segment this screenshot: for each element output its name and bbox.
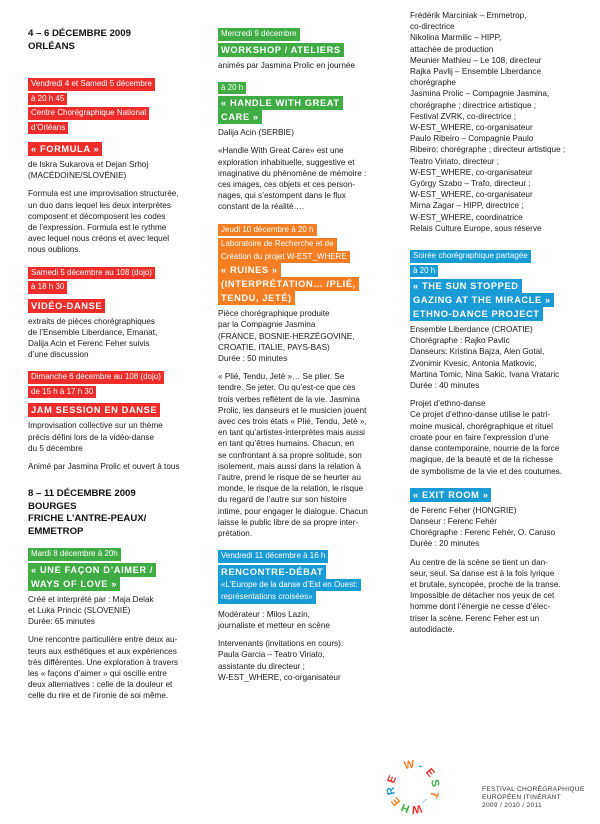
ruines-desc: se confrontant à sa propre solitude, son: [218, 450, 362, 460]
jam-desc: précis défini lors de la vidéo-danse: [28, 432, 155, 442]
ruines-desc: isolement, mais aussi dans la relation à: [218, 461, 361, 471]
speaker-line: Nikolina Marmilic – HIPP,: [410, 33, 502, 43]
exit-credit: Chorégraphe : Ferenc Fehér, O. Caruso: [410, 528, 556, 538]
logo-letter: W: [403, 758, 416, 773]
ruines-tag-line: Création du projet W-EST_WHERE: [218, 251, 350, 264]
rencontre-subtitle: représentations croisées»: [218, 591, 316, 604]
sun-title: GAZING AT THE MIRACLE »: [410, 293, 554, 307]
orleans-dates: 4 – 6 DÉCEMBRE 2009: [28, 28, 131, 39]
jam-desc: Improvisation collective sur un thème: [28, 421, 163, 431]
rencontre-event: [218, 550, 390, 683]
handle-desc: nages, qui s’estompent dans le flux: [218, 191, 346, 201]
formula-credit: (MACÉDOINE/SLOVÉNIE): [28, 171, 127, 181]
bourges-city: BOURGES: [28, 500, 77, 512]
rencontre-speaker: assistante du directeur ;: [218, 661, 305, 671]
logo-letter: S: [428, 778, 442, 788]
video-tag-line: à 18 h 30: [28, 281, 67, 294]
sun-tag-line: Soirée chorégraphique partagée: [410, 250, 531, 263]
ruines-desc: en tant qu’êtres humains. Chacun, en: [218, 439, 355, 449]
handle-tag: à 20 h: [218, 82, 246, 95]
video-tag-line: Samedi 5 décembre au 108 (dojo): [28, 267, 155, 280]
ruines-desc: tendre. Se jeter. Ou qu’est-ce que ces: [218, 383, 356, 393]
ruines-title: TENDU, JETÉ): [218, 291, 295, 305]
speaker-line: Festival ZVRK, co-directrice ;: [410, 111, 517, 121]
exit-desc: et brutale, syncopée, proche de la transe.: [410, 579, 561, 589]
speakers-list: [410, 10, 582, 234]
workshop-title: WORKSHOP / ATELIERS: [218, 43, 344, 57]
jam-tag-line: de 15 h à 17 h 30: [28, 386, 96, 399]
facon-desc: teurs aux esthétiques et aux expériences: [28, 646, 177, 656]
orleans-city: ORLÉANS: [28, 40, 75, 52]
exit-desc: seur, seul. Sa danse est à la fois lyrique: [410, 568, 555, 578]
sun-credit: Martina Tomic, Nina Sakic, Ivana Vrataric: [410, 369, 560, 379]
ruines-credit: par la Compagnie Jasmina: [218, 320, 316, 330]
ruines-event: [218, 224, 390, 540]
bourges-dates: 8 – 11 DÉCEMBRE 2009: [28, 488, 136, 500]
bourges-header: [28, 488, 200, 538]
footer-line: 2009 / 2010 / 2011: [482, 802, 542, 810]
sun-title: ETHNO-DANCE PROJECT: [410, 307, 543, 321]
facon-desc: Une rencontre particulière entre deux au-: [28, 635, 178, 645]
facon-title: WAYS OF LOVE »: [28, 577, 120, 591]
ruines-credit: Durée : 50 minutes: [218, 353, 288, 363]
sun-title: « THE SUN STOPPED: [410, 279, 522, 293]
ruines-credit: (FRANCE, BOSNIE-HERZÉGOVINE,: [218, 331, 355, 341]
column-right: [410, 10, 582, 635]
logo-letter: H: [399, 800, 412, 815]
video-title: VIDÉO-DANSE: [28, 299, 105, 313]
sun-desc: Projet d’ethno-danse: [410, 399, 486, 409]
speaker-line: Relais Culture Europe, sous réserve: [410, 223, 542, 233]
video-desc: Dalija Acin et Ferenc Feher suivis: [28, 339, 150, 349]
ruines-desc: l’autre, prend le risque de se heurter au: [218, 472, 361, 482]
jam-title: JAM SESSION EN DANSE: [28, 403, 160, 417]
sun-desc: de symbolisme de la vie et des coutumes.: [410, 466, 562, 476]
sun-tag-line: à 20 h: [410, 265, 438, 278]
ruines-desc: en tant qu’artistes-interprètes mais aussi: [218, 428, 365, 438]
exit-title: « EXIT ROOM »: [410, 488, 491, 502]
ruines-credit: Pièce chorégraphique produite: [218, 309, 330, 319]
jam-tag-line: Dimanche 6 décembre au 108 (dojo): [28, 371, 164, 384]
formula-desc: avec lequel nous créons et avec lequel: [28, 234, 170, 244]
ruines-credit: CROATIE, ITALIE, PAYS-BAS): [218, 342, 330, 352]
speaker-line: Teatro Viriato, directeur ;: [410, 156, 500, 166]
rencontre-tag: Vendredi 11 décembre à 16 h: [218, 550, 328, 563]
sun-credit: Zvonimir Kvesic, Antonia Matkovic,: [410, 358, 537, 368]
logo-letter: W: [410, 801, 423, 816]
logo-letter: E: [422, 766, 437, 780]
speaker-line: chorégraphe: [410, 78, 456, 88]
orleans-header: [28, 28, 200, 53]
formula-tag-line: Vendredi 4 et Samedi 5 décembre: [28, 78, 155, 91]
video-desc: extraits de pièces chorégraphiques: [28, 316, 155, 326]
ruines-desc: Prolic, les danseurs et le musicien jouent: [218, 405, 367, 415]
ruines-desc: monde, le risque de la relation, le risque: [218, 484, 364, 494]
formula-desc: de l’expression. Formula est le rythme: [28, 223, 167, 233]
speaker-line: W-EST_WHERE, coordinatrice: [410, 212, 523, 222]
ruines-desc: du regard de l’autre sur son histoire: [218, 495, 347, 505]
sun-desc: danse contemporaine, nourrie de la force: [410, 444, 560, 454]
speaker-line: György Szabo – Trafo, directeur ;: [410, 179, 531, 189]
handle-desc: imaginative du phénomène de mémoire :: [218, 168, 367, 178]
workshop-desc: animés par Jasmina Prolic en journée: [218, 60, 355, 70]
ruines-desc: intime, pour engager le dialogue. Chacun: [218, 506, 368, 516]
rencontre-speaker: W-EST_WHERE, co-organisateur: [218, 672, 341, 682]
speaker-line: Meunier Mathieu – Le 108, directeur: [410, 55, 542, 65]
speaker-line: Jasmina Prolic – Compagnie Jasmina,: [410, 89, 550, 99]
exit-credit: Danseur : Ferenc Fehér: [410, 516, 497, 526]
formula-tag-line: à 20 h 45: [28, 93, 67, 106]
handle-title: « HANDLE WITH GREAT: [218, 96, 343, 110]
handle-desc: exploration inhabituelle, suggestive et: [218, 157, 355, 167]
sun-event: [410, 250, 582, 477]
facon-desc: deux alternatives : celle de la douleur et: [28, 680, 173, 690]
facon-desc: les « façons d’aimer » qui oscille entre: [28, 668, 167, 678]
sun-desc: magique, de la beauté et de la richesse: [410, 455, 553, 465]
facon-credit: Créé et interprété par : Maja Delak: [28, 594, 154, 604]
facon-desc: celle du rire et de l’ironie de soi même.: [28, 691, 169, 701]
video-event: [28, 267, 200, 361]
speaker-line: W-EST_WHERE, co-organisateur: [410, 123, 533, 133]
handle-title: CARE »: [218, 110, 262, 124]
formula-desc: nous oublions.: [28, 245, 81, 255]
formula-desc: Formula est une improvisation structurée,: [28, 189, 179, 199]
exit-event: [410, 488, 582, 635]
ruines-title: (INTERPRÉTATION… /PLIÉ,: [218, 277, 359, 291]
ruines-desc: « Plié, Tendu, Jeté »… Se plier. Se: [218, 372, 345, 382]
sun-desc: Ce projet d’ethno-danse utilise le patri-: [410, 410, 551, 420]
sun-credit: Danseurs: Kristina Bajza, Alen Gotal,: [410, 347, 545, 357]
ruines-tag-line: Jeudi 10 décembre à 20 h: [218, 224, 317, 237]
footer-line: EUROPÉEN ITINÉRANT: [482, 794, 562, 802]
column-middle: [218, 28, 390, 683]
workshop-tag: Mercredi 9 décembre: [218, 28, 300, 41]
speaker-line: Rajka Pavlij – Ensemble Liberdance: [410, 67, 542, 77]
workshop-event: [218, 28, 390, 71]
bourges-city: EMMETROP: [28, 525, 84, 537]
speaker-line: Paulo Ribeiro – Compagnie Paulo: [410, 134, 534, 144]
logo-letter: R: [384, 785, 398, 796]
sun-credit: Ensemble Liberdance (CROATIE): [410, 325, 533, 335]
speaker-line: attachée de production: [410, 44, 494, 54]
ruines-desc: prétation.: [218, 528, 253, 538]
facon-credit: et Luka Princic (SLOVENIE): [28, 605, 131, 615]
speaker-line: Frédérik Marciniak – Emmetrop,: [410, 11, 527, 20]
exit-desc: autodidacte.: [410, 624, 455, 634]
rencontre-moderator: Modérateur : Milos Lazin,: [218, 609, 310, 619]
handle-credit: Dalija Acin (SERBIE): [218, 128, 294, 138]
speaker-line: chorégraphe ; directrice artistique ;: [410, 100, 537, 110]
facon-credit: Durée: 65 minutes: [28, 617, 95, 627]
logo-letter: T: [426, 789, 441, 800]
formula-tag-line: Centre Chorégraphique National: [28, 107, 149, 120]
rencontre-speaker: Paula Garcia – Teatro Viriato,: [218, 650, 325, 660]
column-left: [28, 28, 200, 702]
formula-credit: de Iskra Sukarova et Dejan Srhoj: [28, 160, 149, 169]
logo-letter: -: [416, 760, 425, 773]
logo-letter: E: [385, 773, 400, 786]
bourges-city: FRICHE L’ANTRE-PEAUX/: [28, 513, 147, 525]
handle-desc: ces images, ces objets et ces person-: [218, 180, 355, 190]
facon-tag: Mardi 8 décembre à 20h: [28, 548, 121, 561]
rencontre-speaker: Intervenants (invitations en cours):: [218, 639, 344, 649]
speaker-line: Mirna Zagar – HIPP, directrice ;: [410, 201, 524, 211]
handle-desc: constant de la réalité….: [218, 202, 305, 212]
sun-credit: Chorégraphe : Rajko Pavlic: [410, 336, 510, 346]
facon-title: « UNE FAÇON D’AIMER /: [28, 563, 156, 577]
video-desc: d’une discussion: [28, 350, 89, 360]
ruines-desc: laisse le public libre de sa propre inter-: [218, 517, 359, 527]
speaker-line: W-EST_WHERE, co-organisateur: [410, 190, 533, 200]
sun-desc: croate pour en faire l’expression d’une: [410, 432, 549, 442]
jam-anim: Animé par Jasmina Prolic et ouvert à tous: [28, 462, 180, 472]
exit-credit: de Ferenc Feher (HONGRIE): [410, 505, 517, 515]
facon-event: [28, 548, 200, 701]
footer-line: FESTIVAL CHORÉGRAPHIQUE: [482, 786, 585, 793]
logo-letter: E: [389, 794, 404, 808]
formula-desc: composent et décomposent les codes: [28, 211, 166, 221]
ruines-tag-line: Laboratoire de Recherche et de: [218, 238, 337, 251]
sun-desc: moine musical, chorégraphique et rituel: [410, 421, 553, 431]
video-desc: de l’Ensemble Liberdance, Emanat,: [28, 327, 158, 337]
jam-desc: du 5 décembre: [28, 443, 83, 453]
facon-desc: très différentes. Une exploration à travers: [28, 657, 179, 667]
formula-desc: un duo dans lequel les deux interprètes: [28, 200, 171, 210]
festival-logo: [382, 756, 444, 818]
jam-event: [28, 371, 200, 472]
handle-event: [218, 82, 390, 213]
ruines-title: « RUINES »: [218, 263, 281, 277]
exit-desc: Au centre de la scène se tient un dan-: [410, 557, 548, 567]
sun-credit: Durée : 40 minutes: [410, 381, 480, 391]
formula-title: « FORMULA »: [28, 142, 102, 156]
speaker-line: Ribeiro; chorégraphe ; directeur artistique ;: [410, 145, 566, 155]
formula-event: [28, 78, 200, 256]
logo-letter: _: [420, 797, 434, 811]
rencontre-title: RENCONTRE-DÉBAT: [218, 565, 326, 579]
exit-desc: homme dont l’énergie ne cesse d’élec-: [410, 602, 551, 612]
ruines-desc: avec ces trois états « Plié, Tendu, Jeté »,: [218, 416, 367, 426]
festival-footer: [482, 786, 585, 811]
rencontre-subtitle: «L’Europe de la danse d’Est en Ouest:: [218, 579, 361, 592]
rencontre-moderator: journaliste et metteur en scène: [218, 620, 330, 630]
handle-desc: «Handle With Great Care» est une: [218, 146, 344, 156]
ruines-desc: trois verbes reflètent de la vie. Jasmina: [218, 394, 360, 404]
formula-tag: [28, 78, 200, 136]
formula-tag-line: d’Orléans: [28, 122, 68, 135]
speaker-line: W-EST_WHERE, co-organisateur: [410, 167, 533, 177]
exit-desc: triser la scène. Ferenc Feher est un: [410, 613, 540, 623]
exit-desc: Impossible de détacher nos yeux de cet: [410, 591, 555, 601]
speaker-line: co-directrice: [410, 22, 455, 32]
exit-credit: Durée : 20 minutes: [410, 539, 480, 549]
